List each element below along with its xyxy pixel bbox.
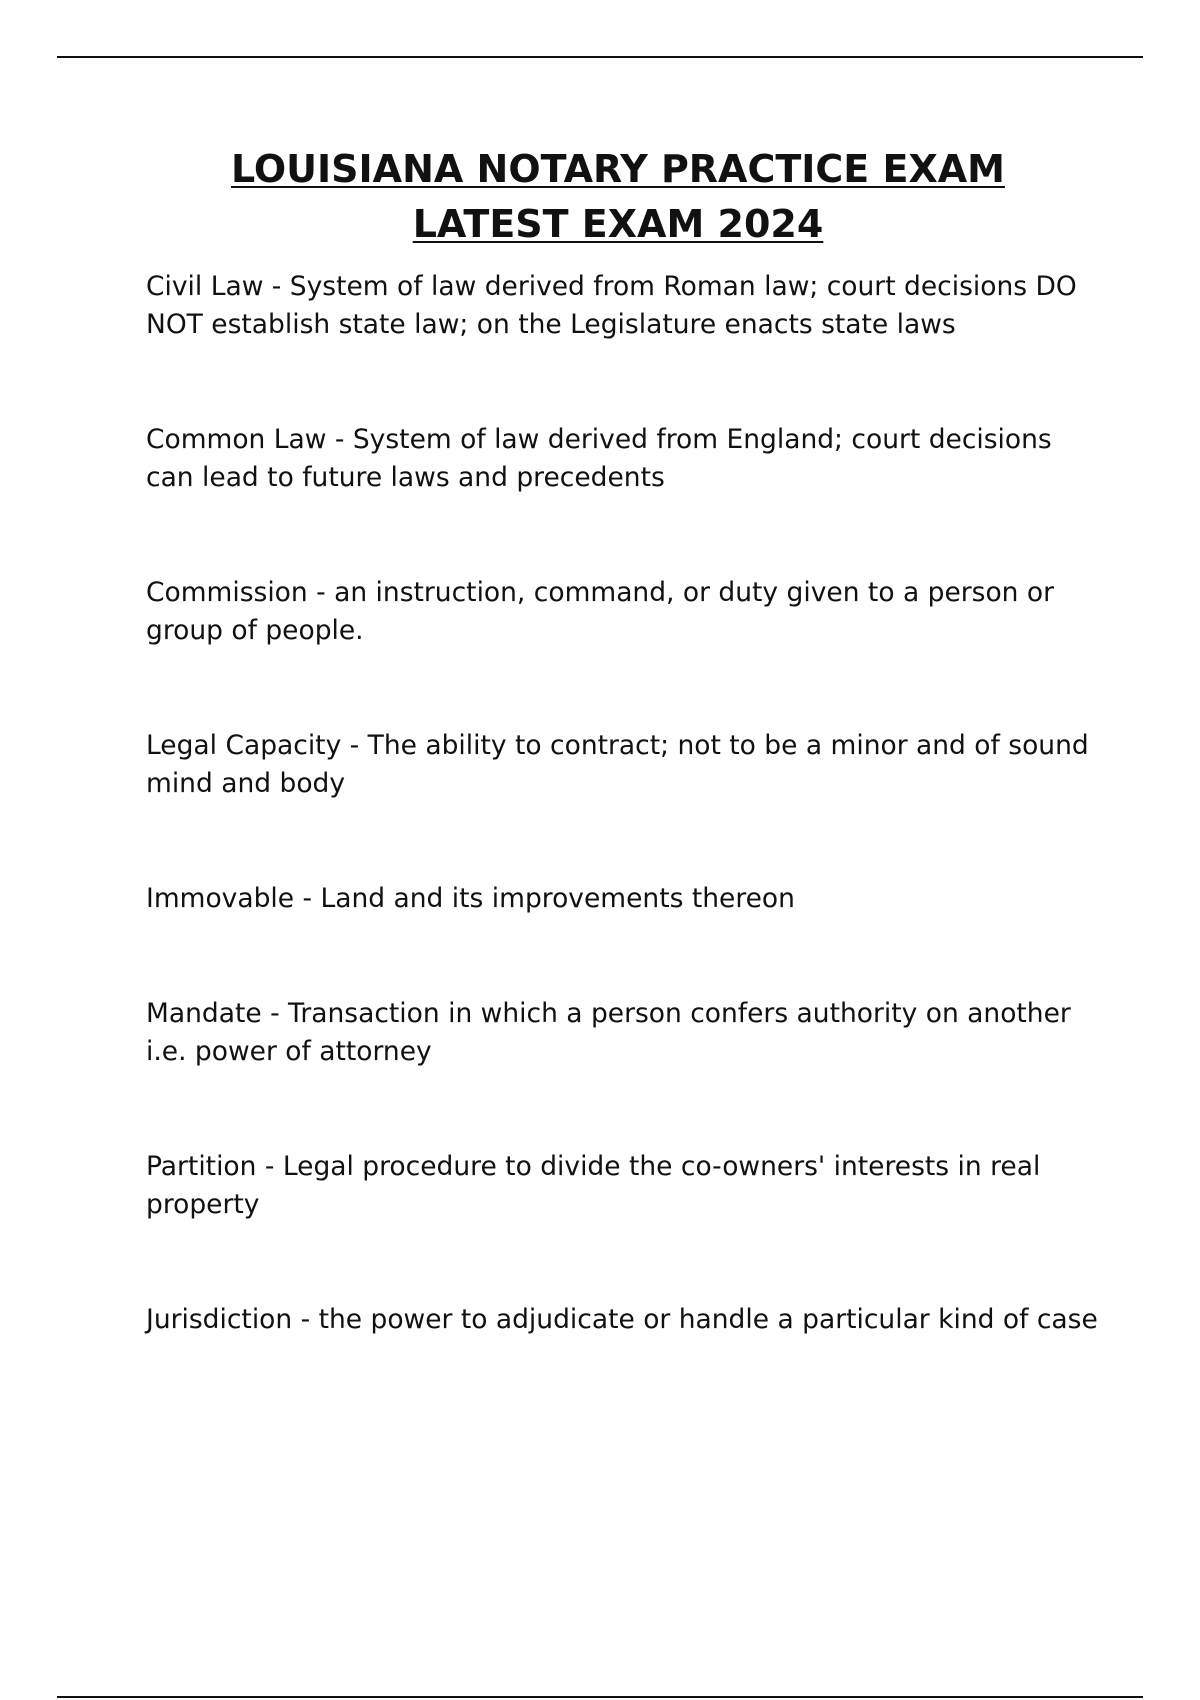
definition-legal-capacity: Legal Capacity - The ability to contract; not to be a minor and of sound mind and body [146, 730, 1089, 799]
definition-civil-law: Civil Law - System of law derived from Roman law; court decisions DO NOT establish state law; on the Legislature enacts state laws [146, 271, 1077, 340]
definition-common-law: Common Law - System of law derived from England; court decisions can lead to future laws and precedents [146, 424, 1052, 493]
bottom-divider [57, 1696, 1143, 1698]
definition-partition: Partition - Legal procedure to divide the co-owners' interests in real property [146, 1151, 1041, 1220]
definition-commission: Commission - an instruction, command, or duty given to a person or group of people. [146, 577, 1054, 646]
top-divider [57, 56, 1143, 58]
title-line-1: LOUISIANA NOTARY PRACTICE EXAM [231, 147, 1005, 191]
document-title [120, 142, 1116, 252]
definition-mandate: Mandate - Transaction in which a person confers authority on another i.e. power of attorney [146, 998, 1071, 1067]
definition-jurisdiction: Jurisdiction - the power to adjudicate or handle a particular kind of case [146, 1304, 1098, 1335]
title-line-2: LATEST EXAM 2024 [412, 202, 824, 246]
definition-immovable: Immovable - Land and its improvements thereon [146, 883, 795, 914]
definition-list [146, 268, 1106, 1416]
